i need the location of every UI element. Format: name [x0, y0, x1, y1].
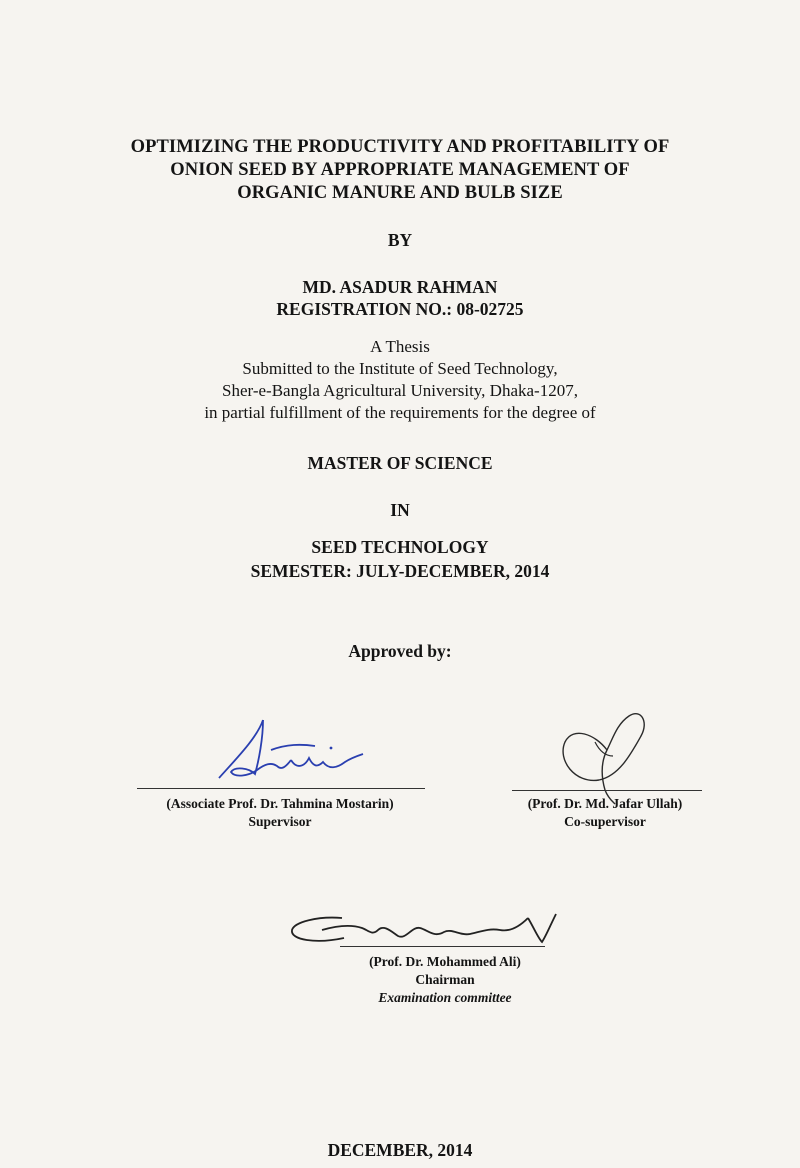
title-line-1: OPTIMIZING THE PRODUCTIVITY AND PROFITABILITY OF: [130, 137, 670, 157]
chairman-role: Chairman: [415, 972, 475, 987]
chairman-name: (Prof. Dr. Mohammed Ali): [369, 954, 521, 969]
thesis-line-2: Submitted to the Institute of Seed Technology,: [242, 359, 558, 378]
co-supervisor-signature-line: [512, 790, 702, 791]
co-supervisor-role: Co-supervisor: [564, 814, 646, 829]
thesis-line-1: A Thesis: [370, 337, 430, 356]
subject: SEED TECHNOLOGY: [311, 537, 489, 557]
approved-by-label: Approved by:: [348, 641, 452, 661]
author-name: MD. ASADUR RAHMAN: [302, 277, 498, 297]
supervisor-name: (Associate Prof. Dr. Tahmina Mostarin): [166, 796, 394, 811]
examination-committee: Examination committee: [378, 990, 512, 1005]
supervisor-role: Supervisor: [248, 814, 312, 829]
supervisor-signature: [205, 708, 370, 790]
chairman-signature: [288, 908, 563, 958]
chairman-signature-line: [340, 946, 545, 947]
registration-number: REGISTRATION NO.: 08-02725: [276, 299, 524, 319]
co-supervisor-name: (Prof. Dr. Md. Jafar Ullah): [527, 796, 683, 811]
submission-date: DECEMBER, 2014: [327, 1140, 473, 1160]
by-label: BY: [387, 230, 413, 250]
degree: MASTER OF SCIENCE: [307, 453, 493, 473]
co-supervisor-signature: [555, 698, 660, 808]
thesis-line-4: in partial fulfillment of the requirements for the degree of: [204, 403, 596, 422]
supervisor-signature-line: [137, 788, 425, 789]
title-line-3: ORGANIC MANURE AND BULB SIZE: [237, 183, 563, 203]
in-label: IN: [390, 500, 410, 520]
thesis-line-3: Sher-e-Bangla Agricultural University, Dhaka-1207,: [222, 381, 578, 400]
semester: SEMESTER: JULY-DECEMBER, 2014: [250, 561, 550, 581]
title-line-2: ONION SEED BY APPROPRIATE MANAGEMENT OF: [170, 160, 630, 180]
